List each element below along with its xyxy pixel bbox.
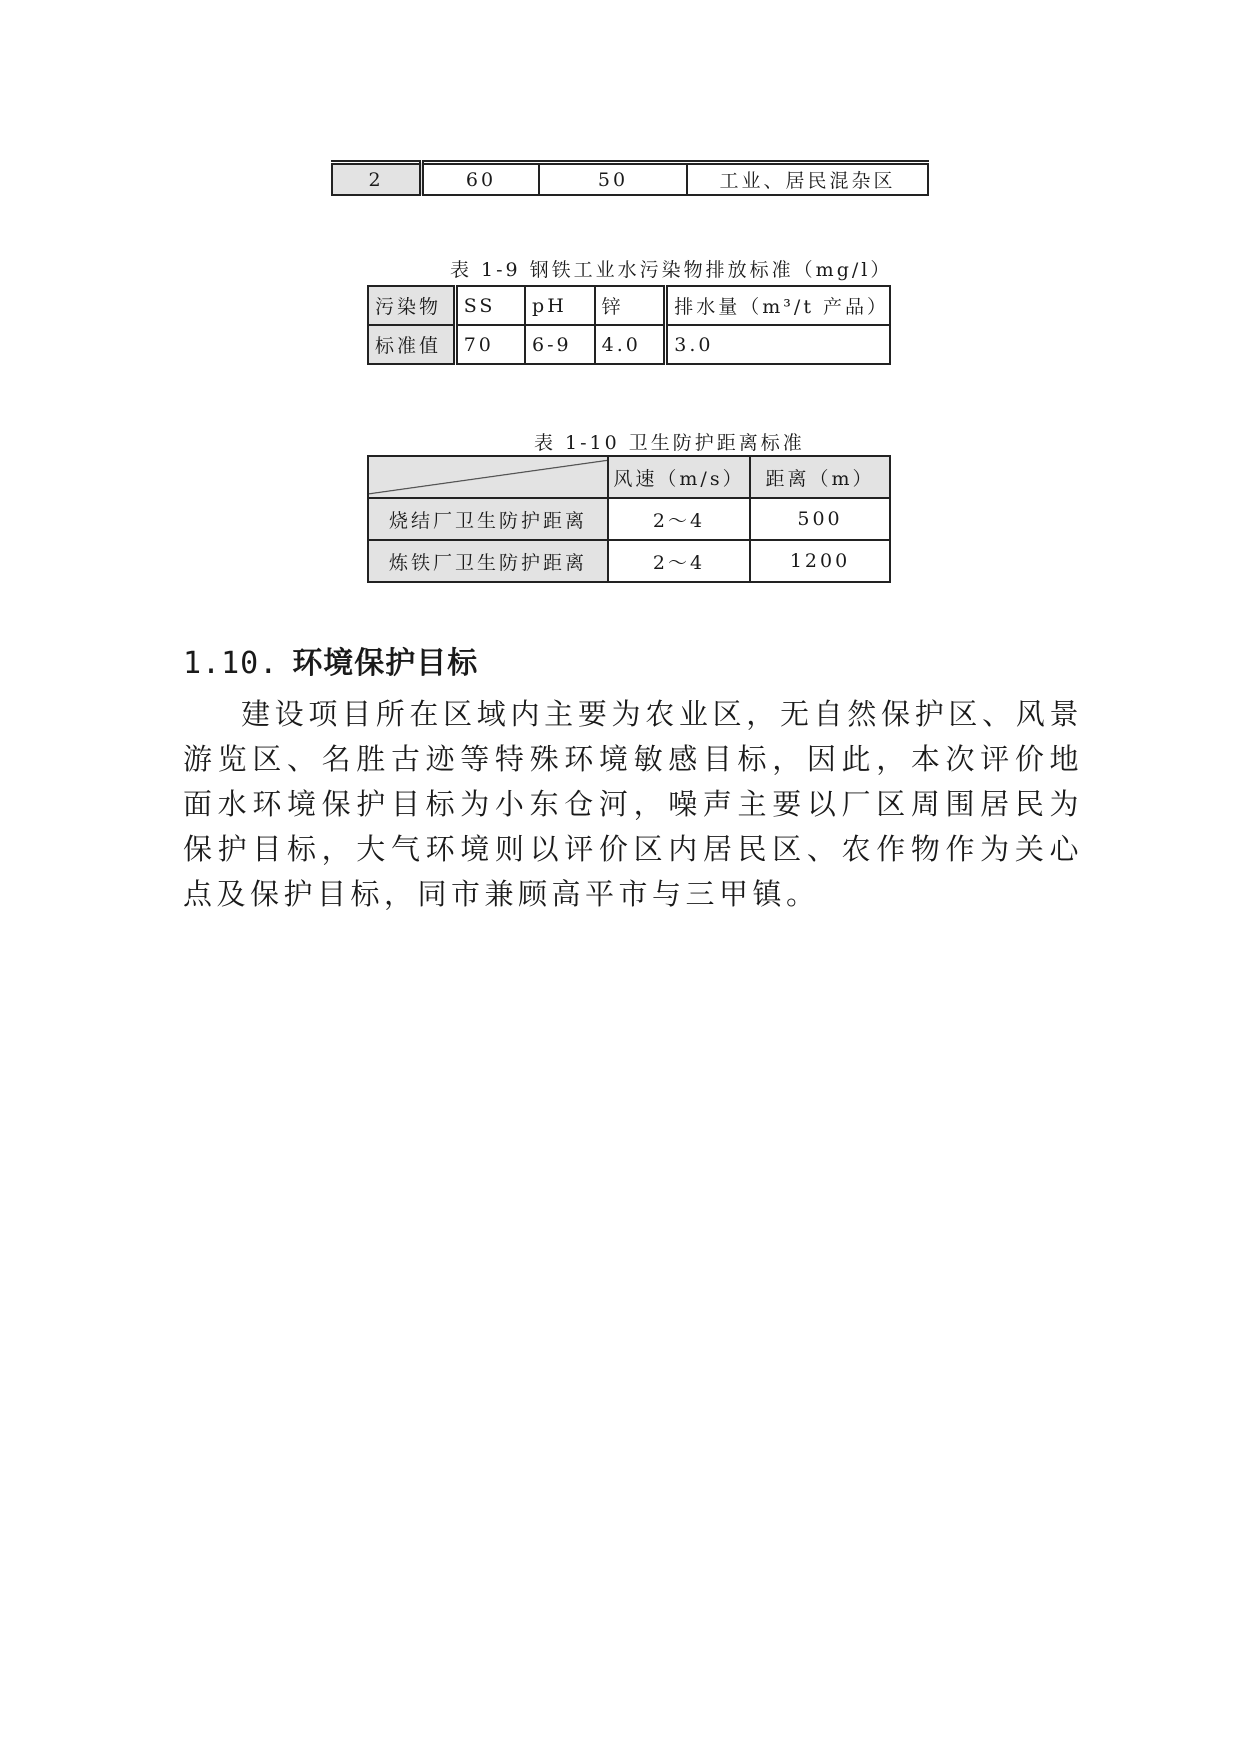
water-pollutant-standard-table (367, 285, 891, 365)
table-header-row (368, 456, 890, 498)
table-header-cell: 锌 (595, 286, 666, 325)
table-cell: 炼铁厂卫生防护距离 (368, 540, 608, 582)
table-cell: 3.0 (666, 325, 890, 364)
table-cell: 500 (750, 498, 890, 540)
body-paragraph: 建设项目所在区域内主要为农业区，无自然保护区、风景游览区、名胜古迹等特殊环境敏感目标，因此，本次评价地面水环境保护目标为小东仓河，噪声主要以厂区周围居民为保护目标，大气环境则以评价区内居民区、农作物作为关心点及保护目标，同市兼顾高平市与三甲镇。 (183, 697, 1083, 911)
table-row (368, 325, 890, 364)
table-cell: 烧结厂卫生防护距离 (368, 498, 608, 540)
table-header-cell: 距离（m） (750, 456, 890, 498)
diagonal-header-cell (368, 456, 608, 498)
table-caption: 表 1-9 钢铁工业水污染物排放标准（mg/l） (450, 259, 893, 281)
section-heading (183, 638, 478, 682)
table-cell: 2～4 (608, 540, 750, 582)
health-protection-distance-table (367, 455, 891, 583)
table-cell: 2 (332, 163, 422, 196)
table-cell: 标准值 (368, 325, 455, 364)
section-title: 环境保护目标 (292, 646, 479, 681)
table-cell: 70 (455, 325, 525, 364)
table-header-cell: 风速（m/s） (608, 456, 750, 498)
table-cell: 60 (422, 163, 540, 196)
table-cell: 50 (539, 163, 687, 196)
table-cell: 工业、居民混杂区 (687, 163, 928, 196)
table-caption: 表 1-10 卫生防护距离标准 (534, 432, 805, 454)
table-row (368, 498, 890, 540)
table-cell: 2～4 (608, 498, 750, 540)
table-header-cell: SS (455, 286, 525, 325)
table-header-row (368, 286, 890, 325)
table-header-cell: 污染物 (368, 286, 455, 325)
table-cell: 4.0 (595, 325, 666, 364)
section-number: 1.10. (183, 646, 279, 681)
table-cell: 6-9 (525, 325, 595, 364)
table-cell: 1200 (750, 540, 890, 582)
table-header-cell: pH (525, 286, 595, 325)
table-row (332, 163, 928, 196)
zone-standard-table-continuation (331, 160, 929, 196)
table-row (368, 540, 890, 582)
table-header-cell: 排水量（m³/t 产品） (666, 286, 890, 325)
